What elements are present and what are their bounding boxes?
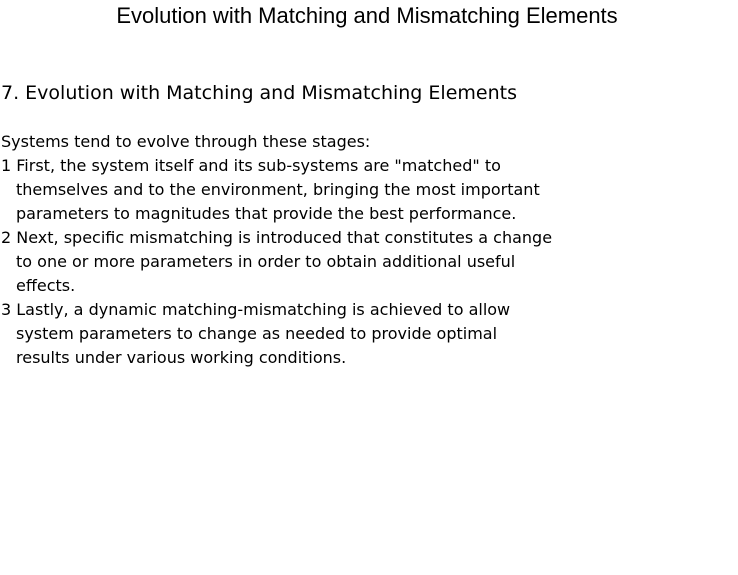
list-item-line: system parameters to change as needed to provide optimal: [16, 324, 498, 343]
list-item-2: [1, 226, 552, 298]
list-item-line: to one or more parameters in order to obtain additional useful: [16, 252, 516, 271]
list-item-3: [1, 298, 552, 370]
list-item-line: 1 First, the system itself and its sub-systems are "matched" to: [1, 156, 501, 175]
list-item-line: 2 Next, specific mismatching is introduced that constitutes a change: [1, 228, 553, 247]
body-text: [1, 130, 552, 370]
list-item-line: 3 Lastly, a dynamic matching-mismatching is achieved to allow: [1, 300, 511, 319]
list-item-line: parameters to magnitudes that provide the best performance.: [16, 204, 517, 223]
intro-text: Systems tend to evolve through these stages:: [1, 132, 371, 151]
section-heading: 7. Evolution with Matching and Mismatching Elements: [1, 82, 517, 104]
list-item-1: [1, 154, 552, 226]
page-title: Evolution with Matching and Mismatching Elements: [116, 3, 618, 28]
list-item-line: results under various working conditions.: [16, 348, 347, 367]
list-item-line: themselves and to the environment, bringing the most important: [16, 180, 540, 199]
list-item-line: effects.: [16, 276, 76, 295]
